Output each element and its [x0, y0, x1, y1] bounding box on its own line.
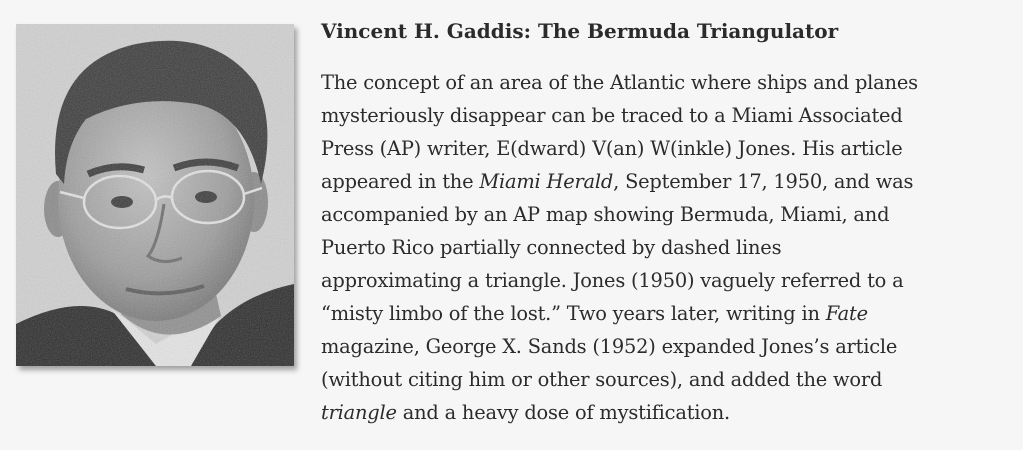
body-text: Puerto Rico partially connected by dashed lines: [321, 236, 782, 259]
portrait-image: [16, 24, 294, 366]
body-text: (without citing him or other sources), and added the word: [321, 368, 883, 391]
body-line: [321, 198, 1017, 231]
body-line: [321, 330, 1017, 363]
article: [321, 16, 1017, 429]
body-text: “misty limbo of the lost.” Two years later, writing in: [321, 302, 826, 325]
body-text: mysteriously disappear can be traced to a Miami Associated: [321, 104, 903, 127]
body-text: Press (AP) writer, E(dward) V(an) W(inkle) Jones. His article: [321, 137, 903, 160]
body-text: , September 17, 1950, and was: [613, 170, 914, 193]
body-line: [321, 132, 1017, 165]
body-line: [321, 396, 1017, 429]
body-text: accompanied by an AP map showing Bermuda, Miami, and: [321, 203, 890, 226]
italic-text: Fate: [825, 302, 868, 325]
body-text: magazine, George X. Sands (1952) expanded Jones’s article: [321, 335, 898, 358]
body-line: [321, 66, 1017, 99]
body-text: appeared in the: [321, 170, 480, 193]
body-line: [321, 297, 1017, 330]
italic-text: Miami Herald: [479, 170, 614, 193]
body-line: [321, 363, 1017, 396]
body-text: approximating a triangle. Jones (1950) vaguely referred to a: [321, 269, 904, 292]
article-body: [321, 66, 1017, 429]
portrait-photo: [16, 24, 294, 366]
article-title: Vincent H. Gaddis: The Bermuda Triangulator: [321, 19, 839, 43]
body-line: [321, 99, 1017, 132]
body-line: [321, 264, 1017, 297]
body-line: [321, 231, 1017, 264]
body-text: and a heavy dose of mystification.: [396, 401, 731, 424]
italic-text: triangle: [321, 401, 397, 424]
body-line: [321, 165, 1017, 198]
body-text: The concept of an area of the Atlantic where ships and planes: [321, 71, 918, 94]
